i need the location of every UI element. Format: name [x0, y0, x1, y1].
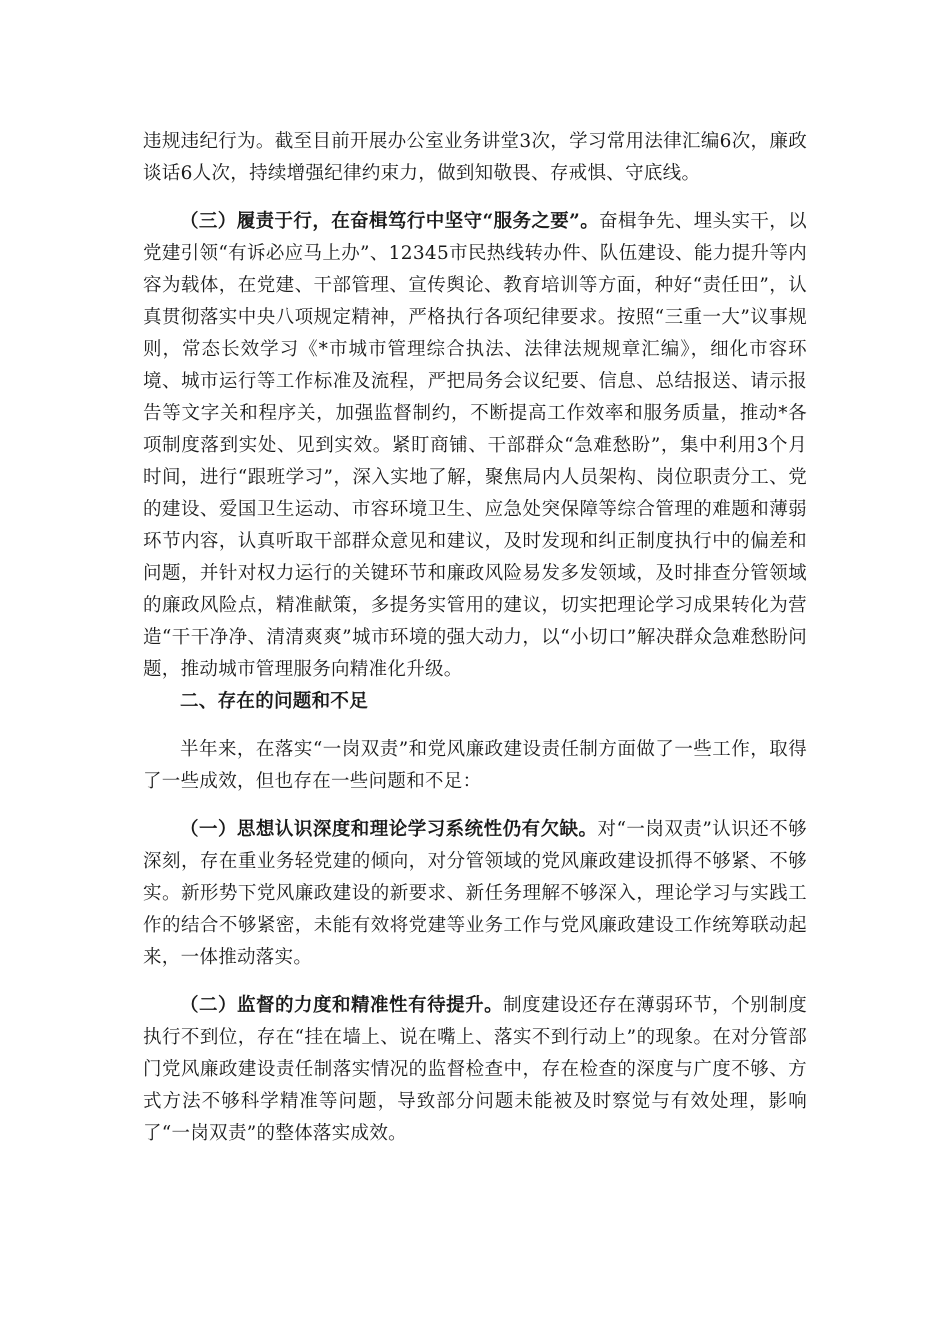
section-3-paragraph: [143, 206, 807, 686]
section-3-lead: （三）履责于行，在奋楫笃行中坚守“服务之要”。: [180, 211, 600, 232]
section-heading-problems: 二、存在的问题和不足: [180, 691, 369, 712]
issue-2-body: 制度建设还存在薄弱环节，个别制度执行不到位，存在“挂在墙上、说在嘴上、落实不到行动上”的现象。在对分管部门党风廉政建设责任制落实情况的监督检查中，存在检查的深度与广度不够、方式方法不够科学精准等问题，导致部分问题未能被及时察觉与有效处理，影响了“一岗双责”的整体落实成效。: [143, 995, 807, 1144]
issue-1-paragraph: [143, 814, 807, 974]
issue-2-paragraph: [143, 990, 807, 1150]
problems-intro: 半年来，在落实“一岗双责”和党风廉政建设责任制方面做了一些工作，取得了一些成效，但也存在一些问题和不足：: [143, 739, 807, 792]
document-page: [143, 126, 807, 1150]
paragraph-continuation: 违规违纪行为。截至目前开展办公室业务讲堂3次，学习常用法律汇编6次，廉政谈话6人次，持续增强纪律约束力，做到知敬畏、存戒惧、守底线。: [143, 131, 807, 184]
issue-2-lead: （二）监督的力度和精准性有待提升。: [180, 995, 504, 1016]
issue-1-lead: （一）思想认识深度和理论学习系统性仍有欠缺。: [180, 819, 598, 840]
section-3-body: 奋楫争先、埋头实干，以党建引领“有诉必应马上办”、12345市民热线转办件、队伍建设、能力提升等内容为载体，在党建、干部管理、宣传舆论、教育培训等方面，种好“责任田”，认真贯彻落实中央八项规定精神，严格执行各项纪律要求。按照“三重一大”议事规则，常态长效学习《*市城市管理综合执法、法律法规规章汇编》，细化市容环境、城市运行等工作标准及流程，严把局务会议纪要、信息、总结报送、请示报告等文字关和程序关，加强监督制约，不断提高工作效率和服务质量，推动*各项制度落到实处、见到实效。紧盯商铺、干部群众“急难愁盼”，集中利用3个月时间，进行“跟班学习”，深入实地了解，聚焦局内人员架构、岗位职责分工、党的建设、爱国卫生运动、市容环境卫生、应急处突保障等综合管理的难题和薄弱环节内容，认真听取干部群众意见和建议，及时发现和纠正制度执行中的偏差和问题，并针对权力运行的关键环节和廉政风险易发多发领域，及时排查分管领域的廉政风险点，精准献策，多提务实管用的建议，切实把理论学习成果转化为营造“干干净净、清清爽爽”城市环境的强大动力，以“小切口”解决群众急难愁盼问题，推动城市管理服务向精准化升级。: [143, 211, 807, 680]
issue-1-body: 对“一岗双责”认识还不够深刻，存在重业务轻党建的倾向，对分管领域的党风廉政建设抓得不够紧、不够实。新形势下党风廉政建设的新要求、新任务理解不够深入，理论学习与实践工作的结合不够紧密，未能有效将党建等业务工作与党风廉政建设工作统筹联动起来，一体推动落实。: [143, 819, 807, 968]
